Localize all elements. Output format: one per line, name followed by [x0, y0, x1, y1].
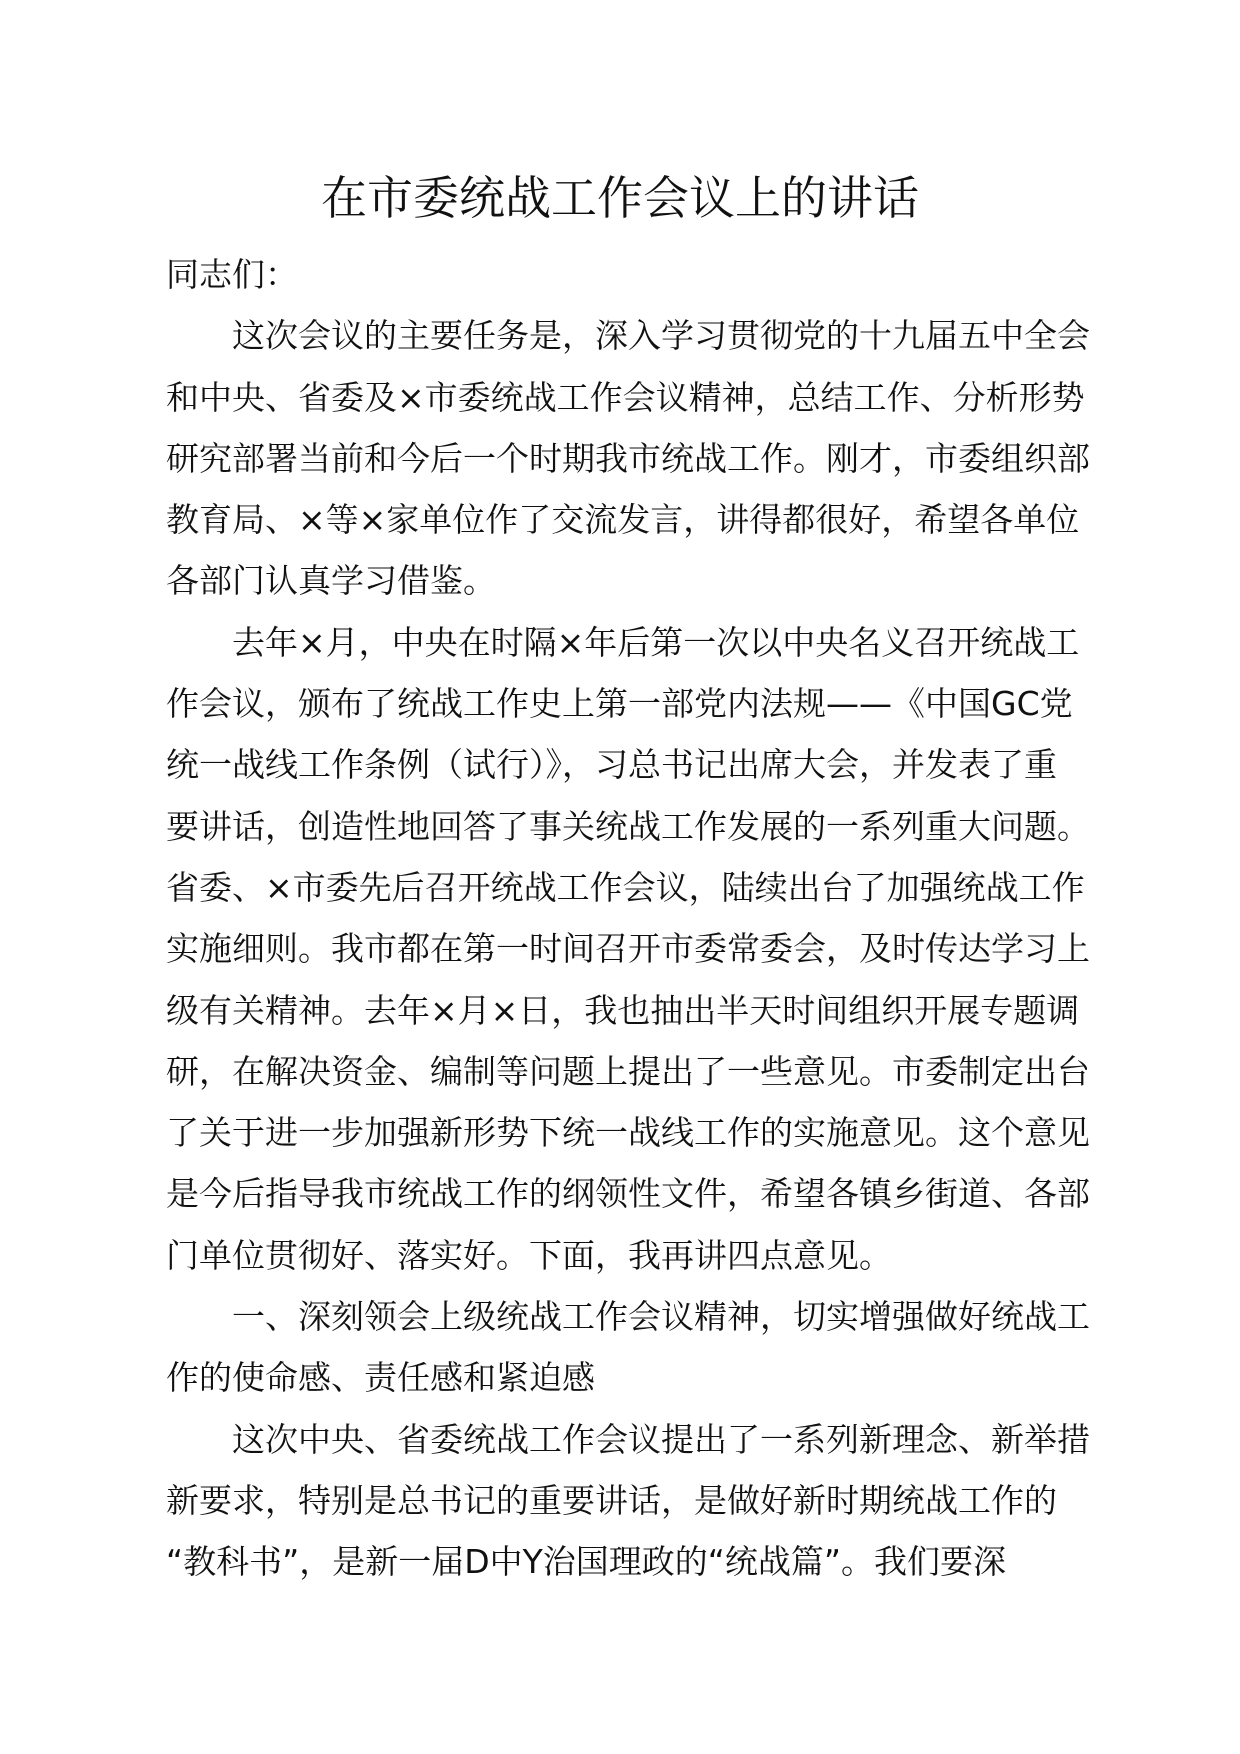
text-line: 这次中央、省委统战工作会议提出了一系列新理念、新举措 — [232, 1419, 1090, 1459]
text-line: 统一战线工作条例（试行）》，习总书记出席大会，并发表了重 — [166, 745, 1057, 785]
text-line: 研究部署当前和今后一个时期我市统战工作。刚才，市委组织部 — [166, 438, 1090, 478]
text-line: 级有关精神。去年×月×日，我也抽出半天时间组织开展专题调 — [166, 990, 1080, 1030]
text-line: 省委、×市委先后召开统战工作会议，陆续出台了加强统战工作 — [166, 867, 1085, 907]
text-line: 教育局、×等×家单位作了交流发言，讲得都很好，希望各单位 — [166, 500, 1080, 540]
text-line: “教科书”，是新一届D中Y治国理政的“统战篇”。我们要深 — [166, 1542, 1006, 1582]
text-line: 门单位贯彻好、落实好。下面，我再讲四点意见。 — [166, 1235, 892, 1275]
text-line: 是今后指导我市统战工作的纲领性文件，希望各镇乡街道、各部 — [166, 1174, 1090, 1214]
text-line: 去年×月，中央在时隔×年后第一次以中央名义召开统战工 — [232, 622, 1080, 662]
text-line: 要讲话，创造性地回答了事关统战工作发展的一系列重大问题。 — [166, 806, 1090, 846]
document-title: 在市委统战工作会议上的讲话 — [321, 171, 919, 225]
text-line: 作的使命感、责任感和紧迫感 — [166, 1358, 595, 1398]
document-body — [166, 244, 1112, 1593]
text-line: 各部门认真学习借鉴。 — [166, 561, 496, 601]
text-line: 研，在解决资金、编制等问题上提出了一些意见。市委制定出台 — [166, 1051, 1090, 1091]
text-line: 同志们： — [166, 255, 298, 294]
text-line: 和中央、省委及×市委统战工作会议精神，总结工作、分析形势 — [166, 377, 1085, 417]
text-line: 实施细则。我市都在第一时间召开市委常委会，及时传达学习上 — [166, 929, 1090, 969]
text-line: 这次会议的主要任务是，深入学习贯彻党的十九届五中全会 — [232, 316, 1090, 356]
text-line: 作会议，颁布了统战工作史上第一部党内法规——《中国GC党 — [166, 684, 1073, 724]
text-line: 一、深刻领会上级统战工作会议精神，切实增强做好统战工 — [232, 1297, 1090, 1337]
text-line: 了关于进一步加强新形势下统一战线工作的实施意见。这个意见 — [166, 1113, 1090, 1153]
text-line: 新要求，特别是总书记的重要讲话，是做好新时期统战工作的 — [166, 1480, 1057, 1520]
